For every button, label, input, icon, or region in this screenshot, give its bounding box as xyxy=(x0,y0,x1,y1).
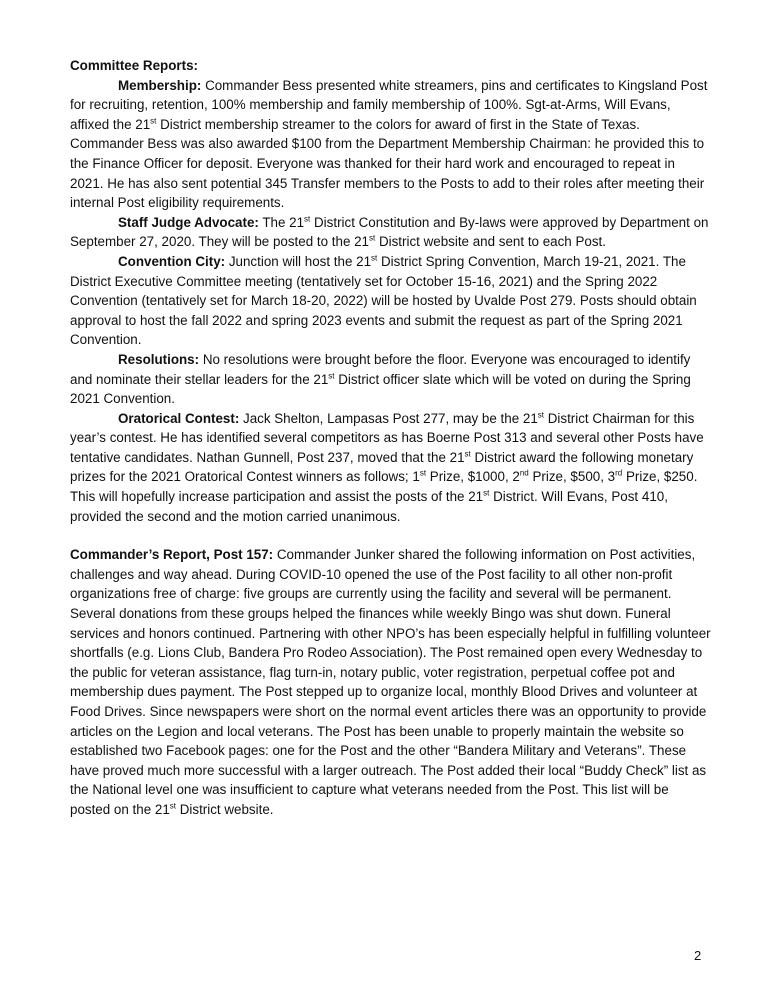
commanders-report-label: Commander’s Report, Post 157: xyxy=(70,547,274,563)
convention-text-2: District Spring Convention, March 19-21, 2021. The District Executive Committee meeting (tentatively set for October 15-16, 2021) and the Spring 2022 Convention (tentatively set for March 18-20, 2022) will be hosted by Uvalde Post 279. Posts should obtain approval to host the fall 2022 and spring 2023 events and submit the request as part of the Spring 2021 Convention. xyxy=(70,253,697,348)
oratorical-sup-4: nd xyxy=(519,469,529,478)
commander-text-1: Commander Junker shared the following information on Post activities, challenges and way ahead. During COVID-10 opened the use of the Post facility to all other non-profit organizations free of charge: five groups are currently using the facility and several will be permanent. Several donations from these groups helped the finances while weekly Bingo was shut down. Funeral services and honors continued. Partnering with other NPO’s has been especially helpful in fulfilling volunteer shortfalls (e.g. Lions Club, Bandera Pro Rodeo Association). The Post remained open every Wednesday to the public for veteran assistance, flag turn-in, notary public, voter registration, perpetual coffee pot and membership dues payment. The Post stepped up to organize local, monthly Blood Drives and volunteer at Food Drives. Since newspapers were short on the normal event articles there was an opportunity to provide articles on the Legion and local veterans. The Post has been unable to properly maintain the website so established two Facebook pages: one for the Post and the other “Bandera Military and Veterans”. These have proved much more successful with a larger outreach. The Post added their local “Buddy Check” list as the National level one was insufficient to capture what veterans needed from the Post. This list will be posted on the 21 xyxy=(70,547,711,817)
commander-text-2: District website. xyxy=(176,801,274,817)
committee-reports-heading: Committee Reports: xyxy=(70,58,198,73)
oratorical-text-5: Prize, $500, 3 xyxy=(528,469,616,485)
paragraph-spacer xyxy=(70,526,712,545)
page-number: 2 xyxy=(694,948,702,963)
staff-judge-advocate-label: Staff Judge Advocate: xyxy=(118,214,259,230)
oratorical-sup-2: st xyxy=(464,449,471,459)
resolutions-text-2: District officer slate which will be voted on during the Spring 2021 Convention. xyxy=(70,371,691,407)
oratorical-contest-paragraph xyxy=(70,409,712,527)
convention-city-label: Convention City: xyxy=(118,253,226,269)
oratorical-text-4: Prize, $1000, 2 xyxy=(426,469,520,485)
commander-sup-1: st xyxy=(169,801,177,811)
staff-judge-sup-1: st xyxy=(304,214,311,224)
membership-text-2: District membership streamer to the colors for award of first in the State of Texas. Commander Bess was also awarded $100 from the Department Membership Chairman: he provided this to the Finance Officer for deposit. Everyone was thanked for their hard work and encouraged to repeat in 2021. He has also sent potential 345 Transfer members to the Posts to add to their roles after meeting their internal Post eligibility requirements. xyxy=(70,116,705,211)
oratorical-sup-6: st xyxy=(483,488,490,498)
oratorical-text-6: Prize, $250. This will hopefully increase participation and assist the posts of the 21 xyxy=(70,469,698,505)
convention-city-paragraph xyxy=(70,252,712,350)
staff-judge-text-3: District website and sent to each Post. xyxy=(375,234,606,250)
staff-judge-sup-2: st xyxy=(369,233,376,243)
oratorical-sup-1: st xyxy=(537,410,545,420)
convention-sup-1: st xyxy=(371,253,378,263)
oratorical-text-2: District Chairman for this year’s contest. He has identified several competitors as has Boerne Post 313 and several other Posts have tentative candidates. Nathan Gunnell, Post 237, moved that the 21 xyxy=(70,410,704,465)
oratorical-contest-label: Oratorical Contest: xyxy=(118,410,240,426)
staff-judge-advocate-paragraph xyxy=(70,213,712,252)
oratorical-sup-3: st xyxy=(419,469,427,478)
membership-paragraph xyxy=(70,76,712,213)
oratorical-text-7: District. Will Evans, Post 410, provided the second and the motion carried unanimous. xyxy=(70,489,668,524)
membership-text-1: Commander Bess presented white streamers, pins and certificates to Kingsland Post for recruiting, retention, 100% membership and family membership of 100%. Sgt-at-Arms, Will Evans, affixed the 21 xyxy=(70,77,708,132)
oratorical-sup-5: rd xyxy=(615,469,623,478)
oratorical-text-3: District award the following monetary prizes for the 2021 Oratorical Contest winners as follows; 1 xyxy=(70,449,694,485)
resolutions-label: Resolutions: xyxy=(118,351,200,367)
staff-judge-text-2: District Constitution and By-laws were approved by Department on September 27, 2020. They will be posted to the 21 xyxy=(70,214,709,250)
document-page xyxy=(70,56,712,820)
convention-text-1: Junction will host the 21 xyxy=(225,253,372,269)
membership-label: Membership: xyxy=(118,77,202,93)
staff-judge-text-1: The 21 xyxy=(258,214,305,230)
resolutions-text-1: No resolutions were brought before the floor. Everyone was encouraged to identify and nominate their stellar leaders for the 21 xyxy=(70,351,691,387)
resolutions-paragraph xyxy=(70,350,712,409)
commanders-report-paragraph xyxy=(70,545,712,819)
membership-sup-1: st xyxy=(150,116,157,126)
oratorical-text-1: Jack Shelton, Lampasas Post 277, may be the 21 xyxy=(239,410,538,426)
resolutions-sup-1: st xyxy=(328,371,335,381)
